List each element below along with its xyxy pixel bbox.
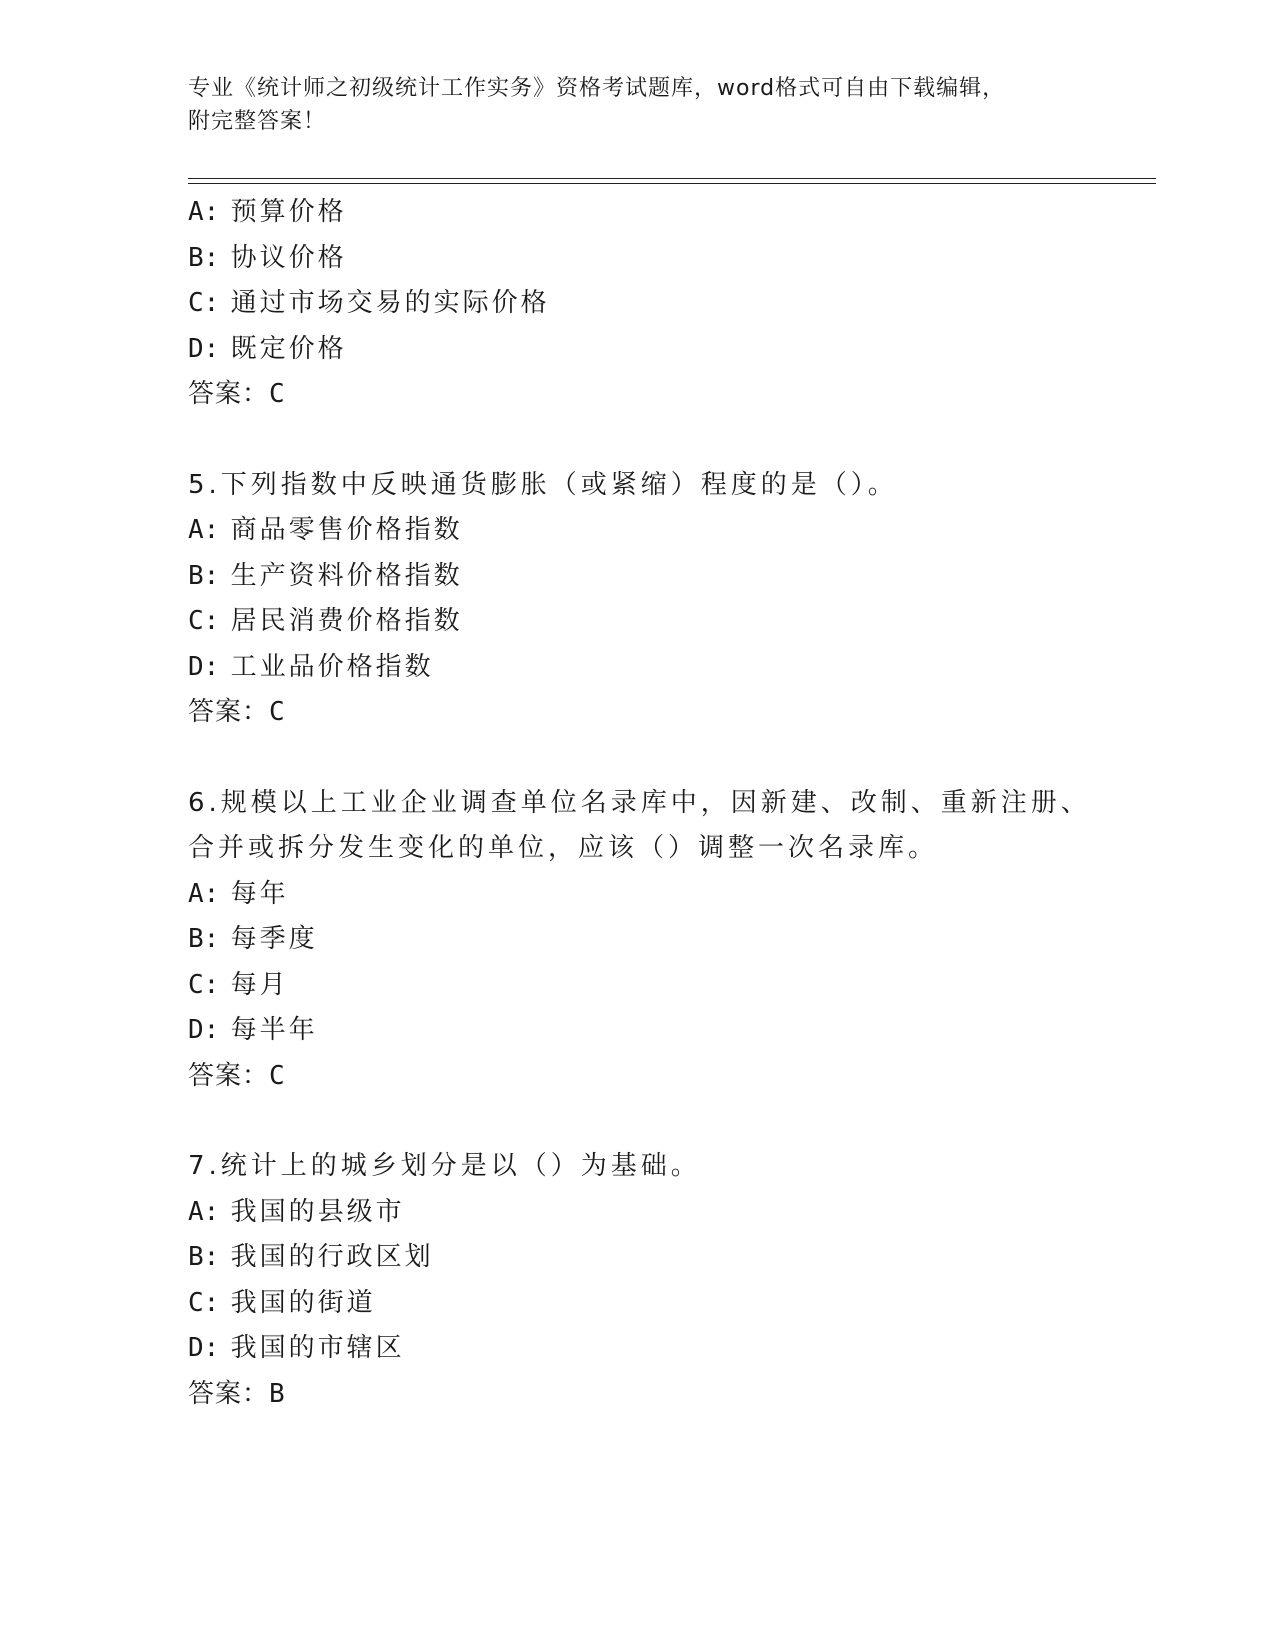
option-c: C: 居民消费价格指数 (188, 606, 463, 636)
answer-line: 答案：C (188, 697, 286, 727)
option-b: B: 协议价格 (188, 242, 347, 273)
option-d: D: 我国的市辖区 (188, 1333, 405, 1363)
question-list (188, 190, 1148, 1417)
option-a: A: 每年 (188, 878, 289, 909)
answer-line: 答案：C (188, 1060, 286, 1091)
option-c: C: 我国的街道 (188, 1287, 376, 1318)
option-c: C: 通过市场交易的实际价格 (188, 288, 550, 318)
option-b: B: 生产资料价格指数 (188, 560, 463, 591)
question-block-6 (188, 781, 1148, 1100)
header-divider-bottom (188, 183, 1156, 184)
option-a: A: 我国的县级市 (188, 1196, 405, 1227)
answer-line: 答案：C (188, 379, 286, 409)
option-b: B: 每季度 (188, 924, 318, 954)
option-d: D: 工业品价格指数 (188, 651, 434, 682)
header-divider-top (188, 178, 1156, 179)
question-text: 6.规模以上工业企业调查单位名录库中，因新建、改制、重新注册、 (188, 787, 1091, 818)
option-c: C: 每月 (188, 969, 289, 1000)
header-line-2: 附完整答案！ (188, 109, 327, 134)
question-text-continued: 合并或拆分发生变化的单位，应该（）调整一次名录库。 (188, 833, 939, 863)
document-header (188, 72, 1108, 138)
option-b: B: 我国的行政区划 (188, 1242, 434, 1272)
option-d: D: 每半年 (188, 1015, 318, 1045)
question-text: 7.统计上的城乡划分是以（）为基础。 (188, 1151, 701, 1181)
question-block-prev (188, 190, 1148, 418)
option-a: A: 商品零售价格指数 (188, 515, 463, 545)
question-block-7 (188, 1144, 1148, 1417)
question-block-5 (188, 463, 1148, 736)
header-line-1: 专业《统计师之初级统计工作实务》资格考试题库，word格式可自由下载编辑， (188, 76, 1006, 101)
option-d: D: 既定价格 (188, 333, 347, 364)
option-a: A: 预算价格 (188, 197, 347, 227)
question-text: 5.下列指数中反映通货膨胀（或紧缩）程度的是（）。 (188, 469, 898, 500)
answer-line: 答案：B (188, 1378, 286, 1409)
